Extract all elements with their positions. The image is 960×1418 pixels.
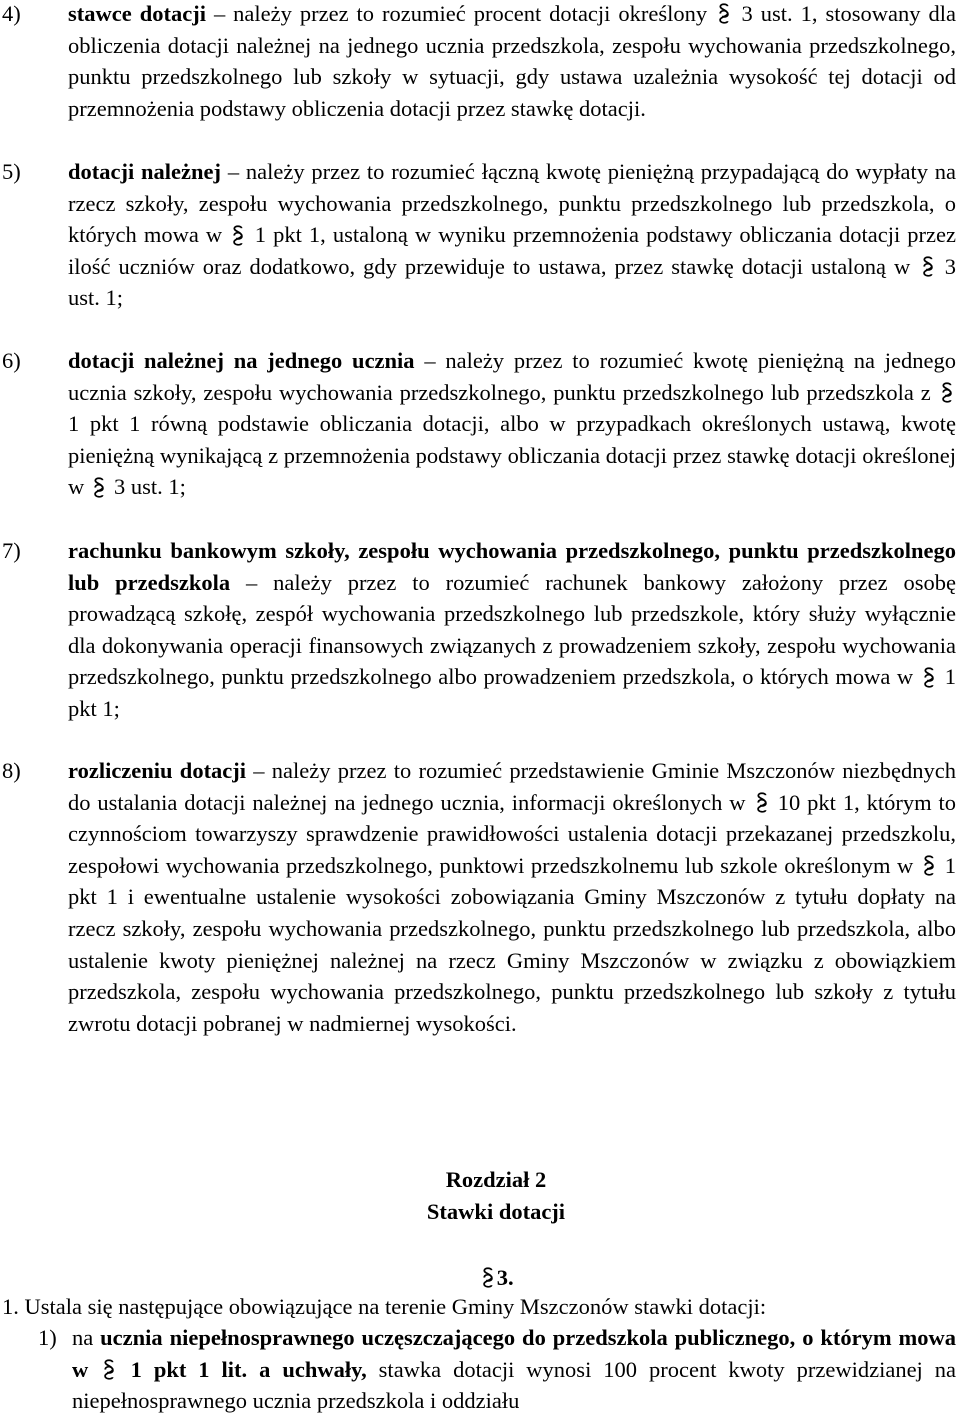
defined-term: ucznia niepełnosprawnego uczęszczającego do przedszkola publicznego, o którym mowa w (72, 1325, 956, 1382)
item-text (72, 1322, 956, 1417)
defined-term: dotacji należnej na jednego ucznia (68, 348, 415, 373)
definition-text: 1 pkt 1, ustaloną w wyniku przemnożenia podstawy obliczania dotacji przez ilość uczniów oraz dodatkowo, gdy przewiduje to ustawa, przez stawkę dotacji ustaloną w (68, 222, 956, 279)
section-sign-icon (92, 476, 106, 500)
definition-text: 3 ust. 1; (108, 474, 186, 500)
section-sign-icon (922, 854, 936, 878)
rate-item-1 (38, 1322, 956, 1417)
section-sign-icon (102, 1358, 116, 1382)
section-number-text: 3. (496, 1265, 514, 1290)
paragraph-text: Ustala się następujące obowiązujące na terenie Gminy Mszczonów stawki dotacji: (24, 1294, 767, 1319)
defined-term: 1 pkt 1 lit. a uchwały, (118, 1356, 367, 1382)
paragraph-number: 1. (2, 1294, 19, 1319)
definition-item-6 (0, 345, 956, 503)
definition-text: 1 pkt 1 równą podstawie obliczania dotacji, albo w przypadkach określonych ustawą, kwotę pieniężną wynikającą z przemnożenia podstawy obliczania dotacji przez stawkę dotacji określonej w (68, 411, 956, 500)
defined-term: rachunku bankowym szkoły, zespołu wychowania przedszkolnego, punktu przedszkolnego lub przedszkola (68, 538, 956, 595)
definition-text: – należy przez to rozumieć łączną kwotę pieniężną przypadającą do wypłaty na rzecz szkoły, zespołu wychowania przedszkolnego, punktu przedszkolnego lub przedszkola, o których mowa w (68, 159, 957, 248)
section-sign-icon (231, 224, 245, 248)
item-number: 7) (2, 538, 21, 563)
paragraph-1 (2, 1291, 958, 1323)
definition-text: – należy przez to rozumieć procent dotacji określony (205, 1, 716, 26)
section-number (0, 1262, 960, 1294)
defined-term: dotacji należnej (68, 159, 222, 184)
section-sign-icon (940, 381, 954, 405)
section-sign-icon (755, 791, 769, 815)
definition-text: stawka dotacji wynosi 100 procent kwoty przewidzianej na niepełnosprawnego ucznia przedszkola i oddziału (72, 1356, 957, 1414)
section-sign-icon (481, 1266, 495, 1290)
chapter-title: Rozdział 2 (445, 1167, 547, 1192)
definition-text: 3 ust. 1, stosowany dla obliczenia dotacji należnej na jednego ucznia przedszkola, zespołu wychowania przedszkolnego, punktu przedszkolnego lub szkoły w sytuacji, gdy ustawa uzależnia wysokość tej dotacji od przemnożenia podstawy obliczenia dotacji przez stawkę dotacji. (68, 1, 956, 121)
item-text (68, 535, 956, 725)
item-number: 8) (2, 758, 21, 783)
chapter-subtitle: Stawki dotacji (426, 1199, 566, 1224)
item-number: 6) (2, 348, 21, 373)
definition-text: – należy przez to rozumieć przedstawienie Gminie Mszczonów niezbędnych do ustalania dotacji należnej na jednego ucznia, informacji określonych w (68, 758, 956, 815)
item-text (68, 0, 956, 124)
section-sign-icon (921, 255, 935, 279)
definition-item-4 (0, 0, 956, 124)
definition-item-7 (0, 535, 956, 725)
item-number: 4) (2, 1, 21, 26)
defined-term: rozliczeniu dotacji (68, 758, 247, 783)
definition-text: – należy przez to rozumieć rachunek bankowy założony przez osobę prowadzącą szkołę, zespół wychowania przedszkolnego lub przedszkole, który służy wyłącznie dla dokonywania operacji finansowych związanych z prowadzeniem szkoły, zespołu wychowania przedszkolnego, punktu przedszkolnego albo prowadzeniem przedszkola, o których mowa w (68, 569, 956, 690)
definition-text: 1 pkt 1; (68, 664, 957, 721)
defined-term: stawce dotacji (68, 1, 206, 26)
item-text (68, 755, 956, 1039)
section-sign-icon (717, 2, 731, 26)
item-text (68, 345, 956, 503)
definition-item-8 (0, 755, 956, 1039)
item-number: 5) (2, 159, 21, 184)
definition-text: 3 ust. 1; (68, 253, 957, 311)
definition-text: 10 pkt 1, którym to czynnościom towarzyszy sprawdzenie prawidłowości ustalenia dotacji przekazanej przedszkolu, zespołowi wychowania przedszkolnego, punktowi przedszkolnemu lub szkole określonym w (68, 789, 956, 878)
item-text (68, 156, 956, 314)
section-sign-icon (922, 666, 936, 690)
definition-text: – należy przez to rozumieć kwotę pieniężną na jednego ucznia szkoły, zespołu wychowania przedszkolnego, punktu przedszkolnego lub przedszkola z (68, 348, 957, 405)
item-number: 1) (38, 1325, 57, 1350)
definition-text: na (72, 1325, 101, 1350)
definition-text: 1 pkt 1 i ewentualne ustalenie wysokości zobowiązania Gminy Mszczonów z tytułu dopłaty na rzecz szkoły, zespołu wychowania przedszkolnego, punktu przedszkolnego lub przedszkola, albo ustalenie kwoty pieniężnej należnej na rzecz Gminy Mszczonów w związku z obowiązkiem przedszkola, zespołu wychowania przedszkolnego, punktu przedszkolnego lub szkoły z tytułu zwrotu dotacji pobranej w nadmiernej wysokości. (68, 852, 956, 1036)
definition-item-5 (0, 156, 956, 314)
